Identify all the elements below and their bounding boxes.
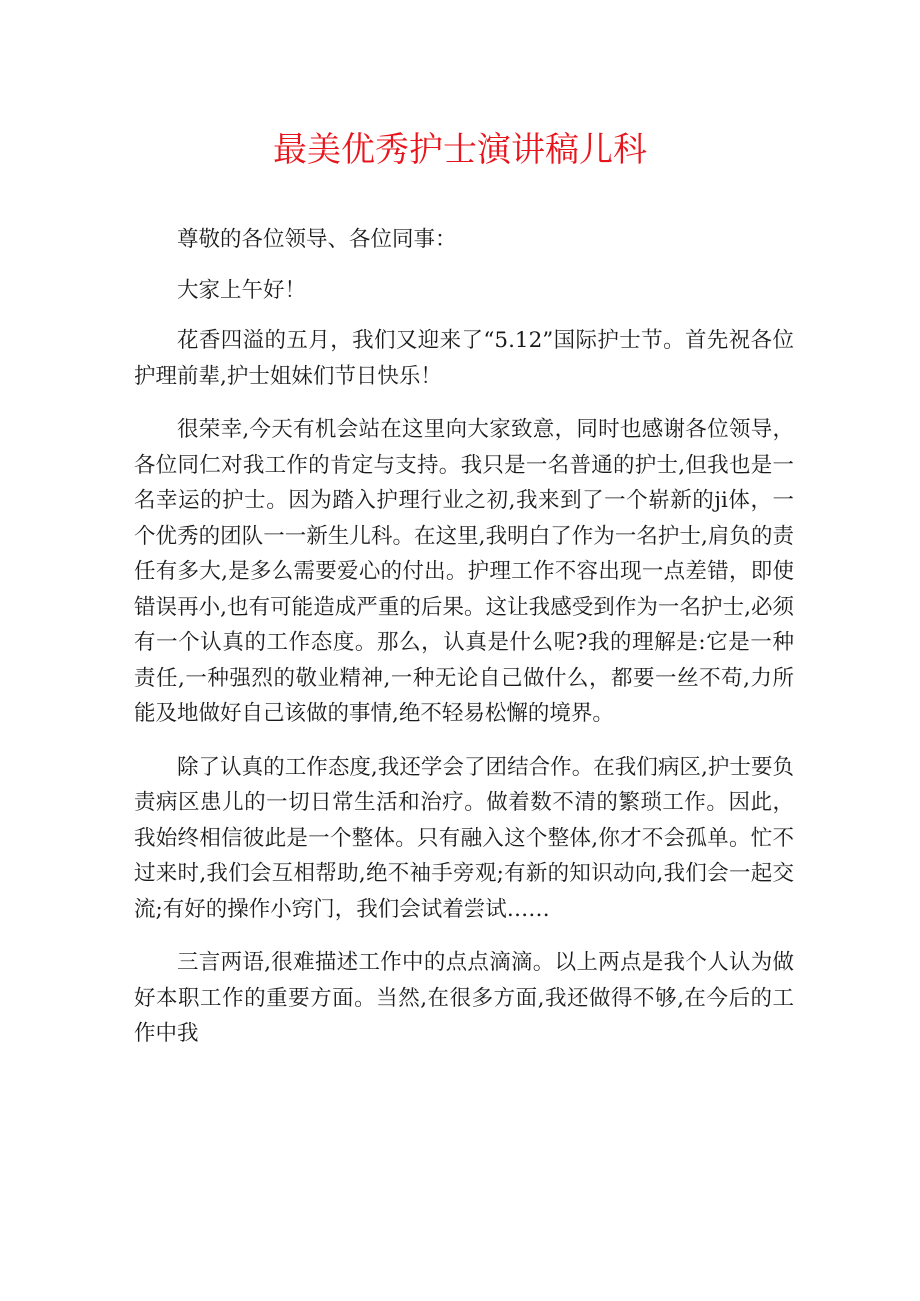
document-body <box>134 222 794 1070</box>
document-title: 最美优秀护士演讲稿儿科 <box>273 130 647 170</box>
body-paragraph: 花香四溢的五月，我们又迎来了“5.12”国际护士节。首先祝各位护理前辈,护士姐妹们节日快乐！ <box>134 328 794 389</box>
body-paragraph: 三言两语,很难描述工作中的点点滴滴。以上两点是我个人认为做好本职工作的重要方面。当然,在很多方面,我还做得不够,在今后的工作中我 <box>134 950 794 1046</box>
body-paragraph: 很荣幸,今天有机会站在这里向大家致意，同时也感谢各位领导，各位同仁对我工作的肯定与支持。我只是一名普通的护士,但我也是一名幸运的护士。因为踏入护理行业之初,我来到了一个崭新的ji体，一个优秀的团队一一新生儿科。在这里,我明白了作为一名护士,肩负的责任有多大,是多么需要爱心的付出。护理工作不容出现一点差错，即使错误再小,也有可能造成严重的后果。这让我感受到作为一名护士,必须有一个认真的工作态度。那么，认真是什么呢?我的理解是:它是一种责任,一种强烈的敬业精神,一种无论自己做什么，都要一丝不苟,力所能及地做好自己该做的事情,绝不轻易松懈的境界。 <box>134 417 794 726</box>
greeting-paragraph: 大家上午好！ <box>177 277 307 303</box>
salutation-paragraph: 尊敬的各位领导、各位同事： <box>177 227 457 252</box>
body-paragraph: 除了认真的工作态度,我还学会了团结合作。在我们病区,护士要负责病区患儿的一切日常生活和治疗。做着数不清的繁琐工作。因此，我始终相信彼此是一个整体。只有融入这个整体,你才不会孤单。忙不过来时,我们会互相帮助,绝不袖手旁观;有新的知识动向,我们会一起交流;有好的操作小窍门，我们会试着尝试…… <box>134 754 794 922</box>
